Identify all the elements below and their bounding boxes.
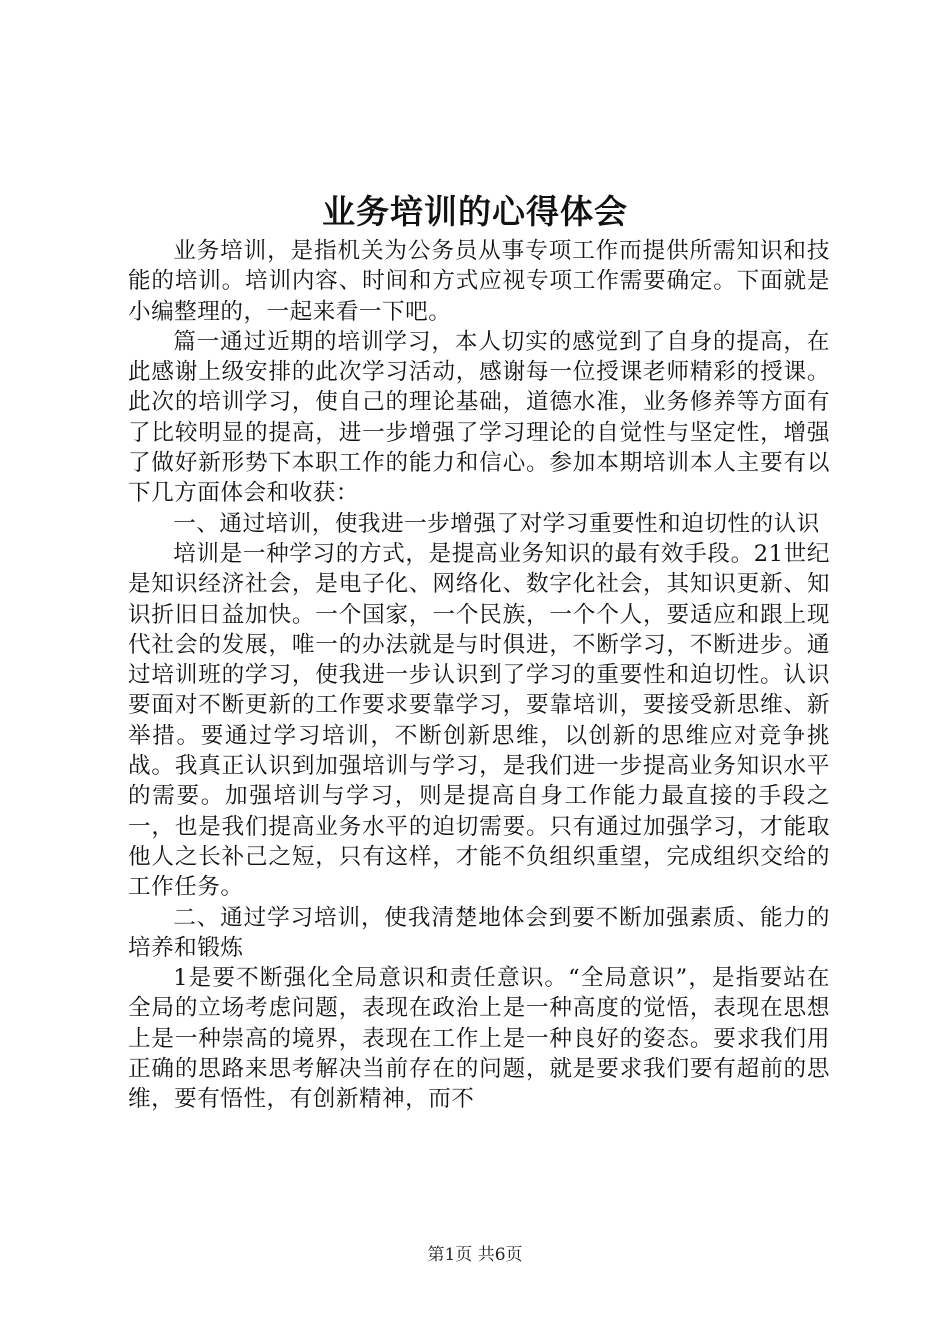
section-heading-two: 二、通过学习培训，使我清楚地体会到要不断加强素质、能力的培养和锻炼	[128, 904, 830, 961]
paragraph-part-one: 篇一通过近期的培训学习，本人切实的感觉到了自身的提高，在此感谢上级安排的此次学习活动，感谢每一位授课老师精彩的授课。此次的培训学习，使自己的理论基础，道德水准，业务修养等方面有了比较明显的提高，进一步增强了学习理论的自觉性与坚定性，增强了做好新形势下本职工作的能力和信心。参加本期培训本人主要有以下几方面体会和收获：	[128, 328, 830, 507]
paragraph-intro: 业务培训，是指机关为公务员从事专项工作而提供所需知识和技能的培训。培训内容、时间和方式应视专项工作需要确定。下面就是小编整理的，一起来看一下吧。	[128, 238, 830, 325]
document-body	[128, 236, 830, 1115]
page-footer: 第1页 共6页	[427, 1245, 523, 1265]
paragraph-training-learning: 培训是一种学习的方式，是提高业务知识的最有效手段。21世纪是知识经济社会，是电子化、网络化、数字化社会，其知识更新、知识折旧日益加快。一个国家，一个民族，一个个人，要适应和跟上现代社会的发展，唯一的办法就是与时俱进，不断学习，不断进步。通过培训班的学习，使我进一步认识到了学习的重要性和迫切性。认识要面对不断更新的工作要求要靠学习，要靠培训，要接受新思维、新举措。要通过学习培训，不断创新思维，以创新的思维应对竞争挑战。我真正认识到加强培训与学习，是我们进一步提高业务知识水平的需要。加强培训与学习，则是提高自身工作能力最直接的手段之一，也是我们提高业务水平的迫切需要。只有通过加强学习，才能取他人之长补己之短，只有这样，才能不负组织重望，完成组织交给的工作任务。	[128, 540, 830, 901]
section-heading-one: 一、通过培训，使我进一步增强了对学习重要性和迫切性的认识	[173, 510, 820, 537]
paragraph-global-awareness: 1是要不断强化全局意识和责任意识。“全局意识”，是指要站在全局的立场考虑问题，表现在政治上是一种高度的觉悟，表现在思想上是一种崇高的境界，表现在工作上是一种良好的姿态。要求我们用正确的思路来思考解决当前存在的问题，就是要求我们要有超前的思维，要有悟性，有创新精神，而不	[128, 965, 830, 1113]
page-title: 业务培训的心得体会	[322, 192, 628, 231]
